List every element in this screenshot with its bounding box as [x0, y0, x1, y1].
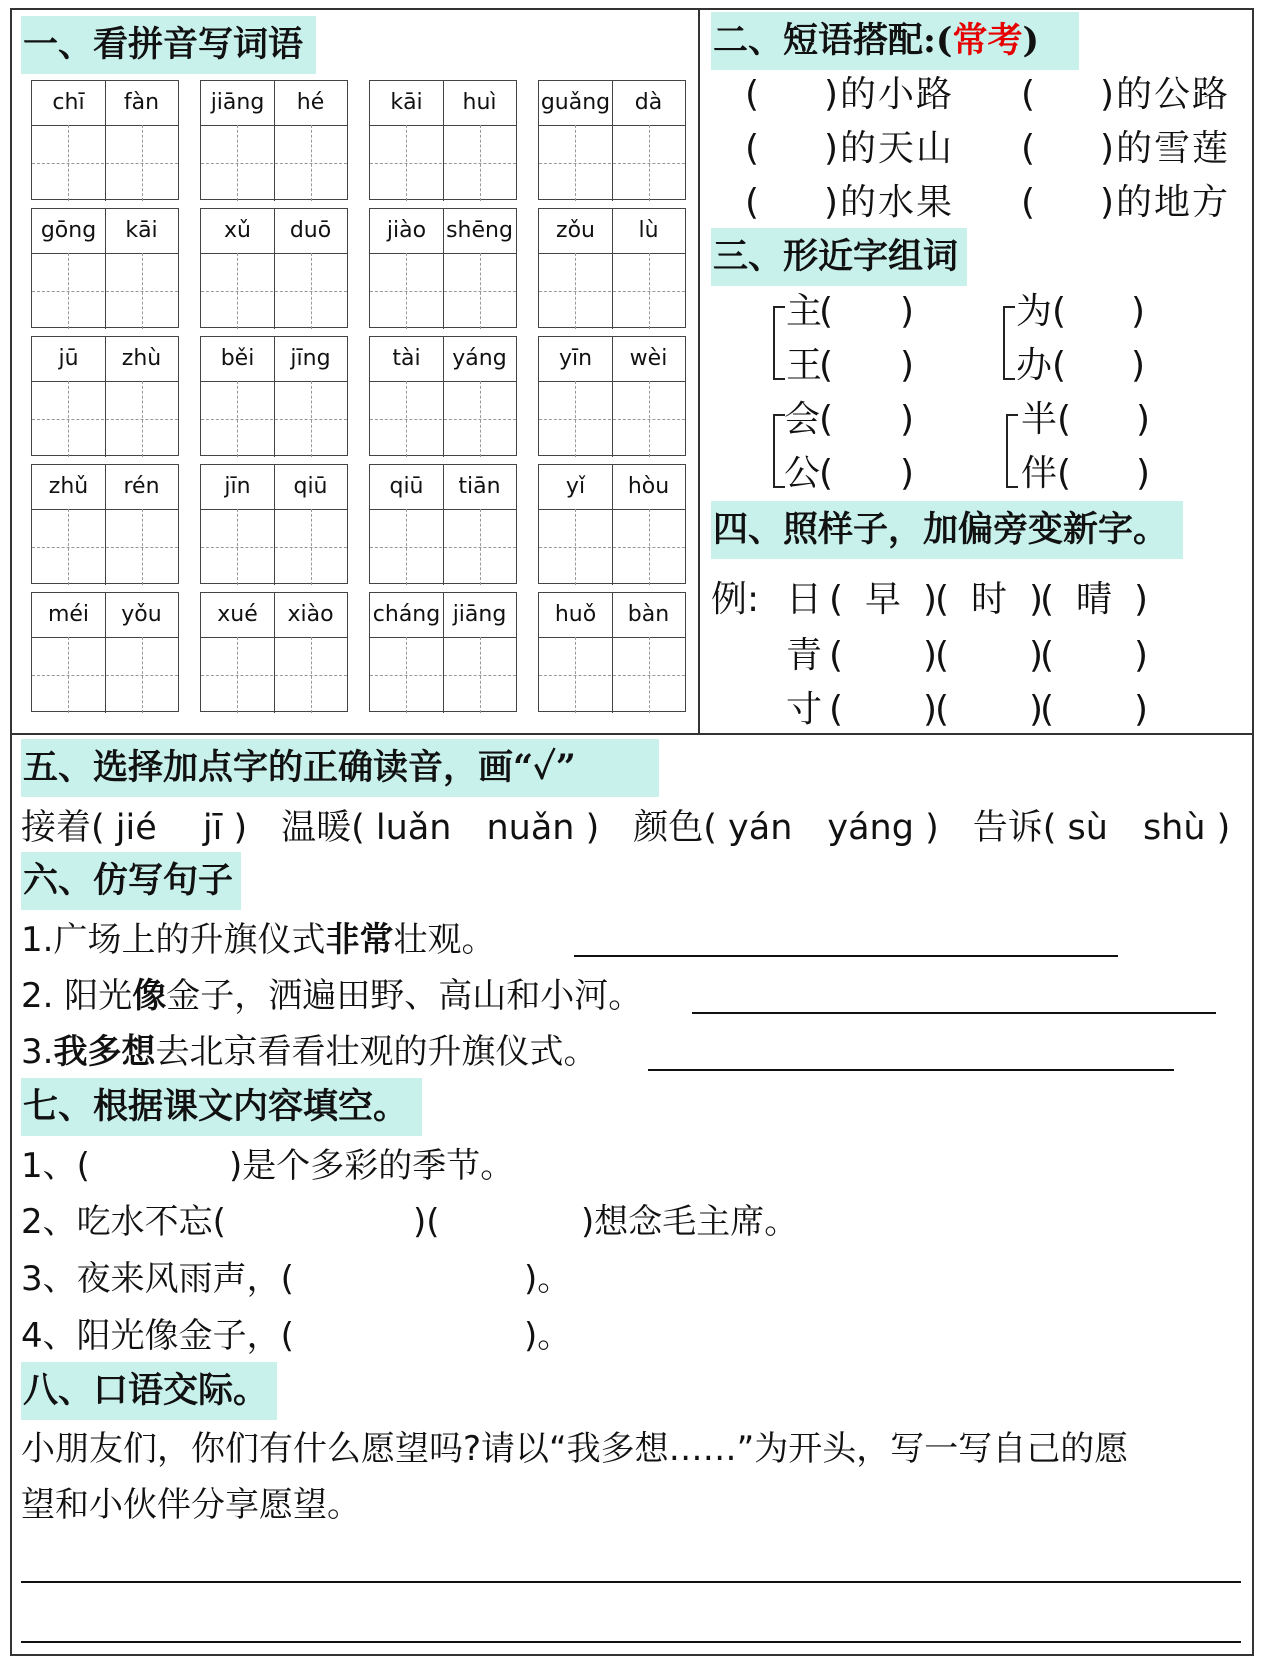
cell-guide-v	[311, 381, 312, 457]
pinyin-right: yáng	[452, 346, 507, 371]
pinyin-left: kāi	[370, 81, 444, 125]
brace-4	[1006, 414, 1018, 488]
cell-guide-h	[370, 419, 516, 420]
s2-item-2: )的公路	[1100, 74, 1231, 115]
pinyin-right: kāi	[125, 218, 158, 243]
cell-guide-h	[201, 291, 347, 292]
cell-guide-h	[370, 163, 516, 164]
pinyin-right: duō	[289, 218, 332, 243]
pinyin-right: yǒu	[121, 602, 162, 627]
radical-answer-slot[interactable]: ( )	[935, 635, 1044, 676]
pinyin-right: fàn	[123, 90, 160, 115]
fill-2-start: 2、吃水不忘(	[21, 1202, 226, 1242]
s2-item-5: )的水果	[824, 182, 955, 223]
pinyin-right: jīng	[290, 346, 331, 371]
cell-guide-v	[237, 509, 238, 585]
fill-2-end: )想念毛主席。	[581, 1202, 799, 1242]
section7-title: 七、根据课文内容填空。	[21, 1078, 422, 1136]
pinyin-cell[interactable]	[200, 208, 348, 328]
pinyin-cell[interactable]	[200, 80, 348, 200]
pinyin-cell[interactable]	[538, 464, 686, 584]
s2-item-4: )的雪莲	[1100, 128, 1231, 169]
cell-guide-h	[32, 291, 178, 292]
pron-item-4: 告诉( sù shù )	[972, 808, 1231, 848]
cell-guide-h	[32, 675, 178, 676]
char-zhu: 主	[786, 291, 823, 332]
fill-1-end: )是个多彩的季节。	[229, 1146, 515, 1186]
example-label: 例:	[711, 579, 760, 620]
s2-open-6: (	[1021, 182, 1036, 223]
cell-guide-v	[311, 509, 312, 585]
pinyin-cell[interactable]	[31, 336, 179, 456]
pinyin-right: shēng	[446, 218, 513, 243]
radical-answer-slot[interactable]: ( )	[829, 635, 938, 676]
frequent-tag: 常考	[952, 20, 1023, 61]
s2-open-2: (	[1021, 74, 1036, 115]
pinyin-left: huǒ	[539, 593, 613, 637]
pinyin-left: guǎng	[539, 81, 613, 125]
cell-guide-v	[142, 125, 143, 201]
pinyin-right: qiū	[293, 474, 328, 499]
cell-guide-v	[406, 509, 407, 585]
radical-answer-slot[interactable]: ( )	[1040, 635, 1149, 676]
fill-3-end: )。	[524, 1259, 572, 1299]
imitate-sentence-3: 3.我多想去北京看看壮观的升旗仪式。	[21, 1032, 598, 1072]
pinyin-left: chī	[32, 81, 106, 125]
cell-guide-v	[68, 637, 69, 713]
pinyin-right: lù	[638, 218, 659, 243]
pinyin-cell[interactable]	[200, 336, 348, 456]
cell-guide-v	[480, 637, 481, 713]
horizontal-divider	[10, 733, 1254, 735]
cell-guide-v	[649, 125, 650, 201]
s2-item-1: )的小路	[824, 74, 955, 115]
pinyin-right: tiān	[458, 474, 501, 499]
pinyin-left: jiāng	[201, 81, 275, 125]
cell-guide-h	[201, 163, 347, 164]
pinyin-left: jīn	[201, 465, 275, 509]
s2-item-3: )的天山	[824, 128, 955, 169]
keyword-woduoxiang: 我多想	[53, 1032, 156, 1072]
pinyin-left: yǐ	[539, 465, 613, 509]
cell-guide-v	[575, 637, 576, 713]
pinyin-cell[interactable]	[31, 592, 179, 712]
radical-answer-slot[interactable]: ( 时 )	[935, 579, 1044, 620]
fill-4-end: )。	[524, 1316, 572, 1356]
pinyin-right: bàn	[627, 602, 670, 627]
cell-guide-v	[68, 125, 69, 201]
radical-answer-slot[interactable]: ( )	[1040, 689, 1149, 730]
char-ban-half: 半	[1021, 399, 1058, 440]
cell-guide-v	[311, 125, 312, 201]
cell-guide-v	[311, 637, 312, 713]
answer-line-1[interactable]	[574, 955, 1118, 957]
pinyin-left: tài	[370, 337, 444, 381]
cell-guide-v	[142, 253, 143, 329]
vertical-divider	[698, 8, 700, 734]
fill-3-start: 3、夜来风雨声，(	[21, 1259, 294, 1299]
pinyin-cell[interactable]	[538, 208, 686, 328]
fill-1-start: 1、(	[21, 1146, 90, 1186]
cell-guide-h	[539, 675, 685, 676]
pinyin-left: jiào	[370, 209, 444, 253]
cell-guide-v	[575, 381, 576, 457]
keyword-feichang: 非常	[325, 920, 394, 960]
cell-guide-v	[311, 253, 312, 329]
radical-base-char: 青	[786, 635, 823, 676]
radical-answer-slot[interactable]: ( )	[829, 689, 938, 730]
pinyin-right: rén	[123, 474, 160, 499]
s2-open-4: (	[1021, 128, 1036, 169]
cell-guide-h	[539, 419, 685, 420]
pinyin-cell[interactable]	[200, 464, 348, 584]
imitate-sentence-2: 2. 阳光像金子，洒遍田野、高山和小河。	[21, 976, 643, 1016]
pinyin-left: gōng	[32, 209, 106, 253]
pinyin-left: xǔ	[201, 209, 275, 253]
pinyin-cell[interactable]	[369, 336, 517, 456]
cell-guide-v	[406, 125, 407, 201]
cell-guide-v	[142, 509, 143, 585]
pron-item-2: 温暖( luǎn nuǎn )	[281, 808, 600, 848]
cell-guide-h	[539, 291, 685, 292]
pinyin-right: xiào	[287, 602, 334, 627]
answer-line-3[interactable]	[648, 1069, 1174, 1071]
pinyin-cell[interactable]	[369, 80, 517, 200]
brace-1	[773, 306, 785, 380]
cell-guide-v	[406, 637, 407, 713]
cell-guide-v	[406, 381, 407, 457]
pinyin-cell[interactable]	[369, 464, 517, 584]
pronunciation-row	[21, 806, 1230, 850]
cell-guide-v	[237, 637, 238, 713]
radical-answer-slot[interactable]: ( )	[935, 689, 1044, 730]
section3-title: 三、形近字组词	[711, 228, 967, 286]
cell-guide-v	[575, 509, 576, 585]
cell-guide-h	[370, 675, 516, 676]
keyword-xiang: 像	[132, 976, 167, 1016]
cell-guide-v	[480, 253, 481, 329]
speaking-prompt-line-2: 望和小伙伴分享愿望。	[21, 1485, 361, 1525]
cell-guide-v	[575, 125, 576, 201]
pinyin-left: zǒu	[539, 209, 613, 253]
s2-item-6: )的地方	[1100, 182, 1231, 223]
cell-guide-h	[539, 547, 685, 548]
radical-answer-slot[interactable]: ( 晴 )	[1040, 579, 1149, 620]
cell-guide-h	[370, 291, 516, 292]
imitate-sentence-1: 1.广场上的升旗仪式非常壮观。	[21, 920, 496, 960]
cell-guide-v	[649, 509, 650, 585]
cell-guide-h	[32, 163, 178, 164]
pinyin-right: zhù	[121, 346, 162, 371]
speaking-prompt-line-1: 小朋友们，你们有什么愿望吗?请以“我多想……”为开头，写一写自己的愿	[21, 1429, 1129, 1469]
cell-guide-v	[480, 509, 481, 585]
cell-guide-v	[237, 381, 238, 457]
cell-guide-h	[32, 419, 178, 420]
pinyin-left: běi	[201, 337, 275, 381]
radical-answer-slot[interactable]: ( 早 )	[829, 579, 938, 620]
cell-guide-v	[142, 637, 143, 713]
cell-guide-v	[406, 253, 407, 329]
cell-guide-v	[480, 381, 481, 457]
s2-open-1: (	[745, 74, 760, 115]
cell-guide-v	[68, 509, 69, 585]
section5-title: 五、选择加点字的正确读音，画“✓”	[21, 739, 659, 797]
cell-guide-v	[237, 125, 238, 201]
radical-base-char: 日	[786, 579, 823, 620]
char-wei: 为	[1016, 291, 1053, 332]
pinyin-right: hòu	[627, 474, 670, 499]
cell-guide-h	[201, 675, 347, 676]
section4-title: 四、照样子，加偏旁变新字。	[711, 501, 1183, 559]
radical-base-char: 寸	[786, 689, 823, 730]
pinyin-right: hé	[296, 90, 325, 115]
pinyin-cell[interactable]	[538, 80, 686, 200]
cell-guide-h	[201, 547, 347, 548]
pinyin-right: wèi	[629, 346, 668, 371]
pinyin-right: jiāng	[452, 602, 507, 627]
pinyin-cell[interactable]	[31, 80, 179, 200]
section1-title: 一、看拼音写词语	[21, 16, 316, 74]
cell-guide-h	[370, 547, 516, 548]
char-hui: 会	[784, 399, 821, 440]
writing-line-2[interactable]	[21, 1641, 1241, 1643]
pinyin-cell[interactable]	[538, 592, 686, 712]
pinyin-left: qiū	[370, 465, 444, 509]
pinyin-left: cháng	[370, 593, 444, 637]
pinyin-right: dà	[634, 90, 663, 115]
fill-2-mid: )(	[413, 1202, 440, 1242]
char-ban-partner: 伴	[1021, 453, 1058, 494]
pron-item-3: 颜色( yán yáng )	[633, 808, 939, 848]
char-gong: 公	[784, 453, 821, 494]
pinyin-cell[interactable]	[538, 336, 686, 456]
section6-title: 六、仿写句子	[21, 852, 241, 910]
cell-guide-v	[649, 381, 650, 457]
pinyin-left: méi	[32, 593, 106, 637]
pinyin-cell[interactable]	[369, 208, 517, 328]
cell-guide-v	[649, 637, 650, 713]
cell-guide-v	[237, 253, 238, 329]
pinyin-left: zhǔ	[32, 465, 106, 509]
cell-guide-v	[480, 125, 481, 201]
brace-2	[1003, 306, 1015, 380]
pinyin-cell[interactable]	[31, 464, 179, 584]
fill-4-start: 4、阳光像金子，(	[21, 1316, 294, 1356]
section2-title: 二、短语搭配:(常考)	[711, 12, 1079, 70]
pinyin-cell[interactable]	[31, 208, 179, 328]
pinyin-cell[interactable]	[369, 592, 517, 712]
pron-item-1: 接着( jié jī )	[21, 808, 248, 848]
cell-guide-v	[142, 381, 143, 457]
cell-guide-h	[32, 547, 178, 548]
cell-guide-v	[68, 381, 69, 457]
section8-title: 八、口语交际。	[21, 1362, 277, 1420]
s2-open-3: (	[745, 128, 760, 169]
answer-line-2[interactable]	[692, 1012, 1216, 1014]
pinyin-left: xué	[201, 593, 275, 637]
char-ban: 办	[1016, 345, 1053, 386]
pinyin-left: yīn	[539, 337, 613, 381]
char-wang: 王	[786, 345, 823, 386]
cell-guide-h	[201, 419, 347, 420]
pinyin-right: huì	[462, 90, 497, 115]
writing-line-1[interactable]	[21, 1581, 1241, 1583]
pinyin-left: jū	[32, 337, 106, 381]
cell-guide-v	[68, 253, 69, 329]
cell-guide-v	[649, 253, 650, 329]
cell-guide-v	[575, 253, 576, 329]
s2-open-5: (	[745, 182, 760, 223]
pinyin-cell[interactable]	[200, 592, 348, 712]
cell-guide-h	[539, 163, 685, 164]
